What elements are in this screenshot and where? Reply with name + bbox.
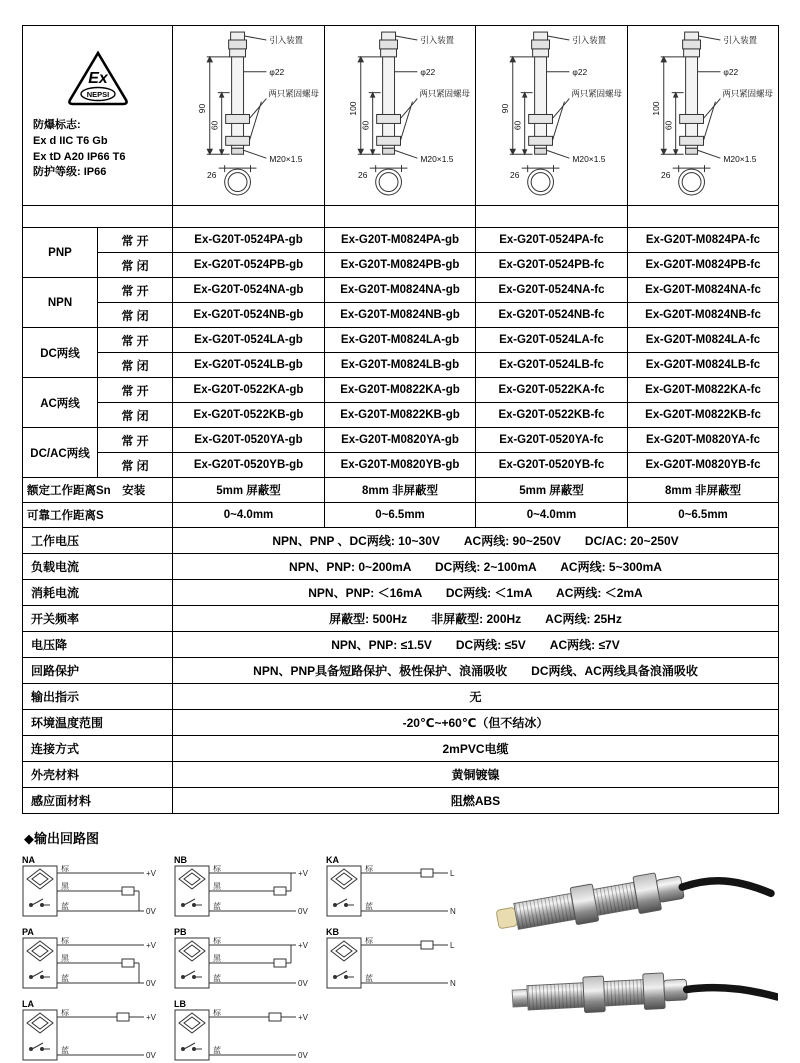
output-circuit-lb (174, 999, 322, 1063)
sensor-photo-top (494, 854, 771, 941)
model-cell: Ex-G20T-M0820YA-fc (628, 428, 779, 453)
terminal-label: 0V (298, 1051, 308, 1060)
terminal-label: +V (146, 941, 157, 950)
spec-value: NPN、PNP: 0~200mA DC两线: 2~100mA AC两线: 5~300mA (173, 554, 779, 580)
circuit-diagram (22, 865, 162, 917)
spec-label: 环境温度范围 (23, 710, 173, 736)
distance-cell: 0~4.0mm (173, 503, 325, 528)
width-dim: 26 (509, 170, 519, 181)
nuts-label: 两只紧固螺母 (722, 88, 773, 99)
circuit-name: NA (22, 855, 35, 865)
output-circuit-na (22, 855, 170, 919)
wire-label: 棕 (213, 1009, 221, 1017)
model-cell: Ex-G20T-0524PA-gb (173, 228, 325, 253)
state-label: 常 闭 (98, 253, 173, 278)
distance-cell: 5mm 屏蔽型 (476, 478, 628, 503)
total-height-dim: 90 (499, 103, 510, 114)
output-circuit-section (22, 828, 778, 1063)
model-row (23, 253, 779, 278)
wire-label: 蓝 (61, 1046, 69, 1055)
state-label: 常 闭 (98, 453, 173, 478)
terminal-label: +V (298, 1013, 309, 1022)
output-circuit-ka (326, 855, 474, 919)
terminal-label: +V (146, 869, 157, 878)
model-cell: Ex-G20T-0524LA-gb (173, 328, 325, 353)
spec-row (23, 736, 779, 762)
spec-label: 电压降 (23, 632, 173, 658)
circuit-name: KA (326, 855, 339, 865)
group-label-dcac2: DC/AC两线 (23, 428, 98, 478)
circuit-grid (22, 855, 474, 1063)
spec-row (23, 658, 779, 684)
wire-label: 棕 (61, 1009, 69, 1017)
model-cell: Ex-G20T-M0820YB-gb (325, 453, 476, 478)
wire-label: 蓝 (365, 902, 373, 911)
wire-label: 棕 (61, 937, 69, 945)
model-cell: Ex-G20T-0524NA-gb (173, 278, 325, 303)
spec-label: 负载电流 (23, 554, 173, 580)
diameter-label: φ22 (268, 66, 284, 77)
terminal-label: 0V (146, 1051, 156, 1060)
distance-cell: 0~6.5mm (628, 503, 779, 528)
model-cell: Ex-G20T-M0820YB-fc (628, 453, 779, 478)
lower-height-dim: 60 (360, 120, 371, 131)
state-label: 常 开 (98, 328, 173, 353)
model-cell: Ex-G20T-M0824LA-gb (325, 328, 476, 353)
model-cell: Ex-G20T-M0824LA-fc (628, 328, 779, 353)
explosion-line: 防护等级: IP66 (33, 166, 107, 179)
terminal-label: +V (146, 1013, 157, 1022)
inlet-label: 引入装置 (723, 34, 758, 45)
spec-value: 2mPVC电缆 (173, 736, 779, 762)
drawings-row (23, 26, 779, 206)
model-row (23, 278, 779, 303)
spec-value: 阻燃ABS (173, 788, 779, 814)
circuit-diagram (22, 937, 162, 989)
output-circuit-kb (326, 927, 474, 991)
lower-height-dim: 60 (512, 120, 523, 131)
lower-height-dim: 60 (663, 120, 674, 131)
distance-row (23, 503, 779, 528)
wire-label: 棕 (213, 865, 221, 873)
explosion-proof-cell (23, 26, 173, 206)
wire-label: 蓝 (213, 902, 221, 911)
total-height-dim: 100 (650, 101, 661, 116)
nepsi-ex-logo (66, 50, 130, 108)
spec-row (23, 632, 779, 658)
distance-cell: 8mm 非屏蔽型 (628, 478, 779, 503)
diameter-label: φ22 (723, 66, 739, 77)
circuit-name: NB (174, 855, 187, 865)
spec-row (23, 554, 779, 580)
state-label: 常 开 (98, 428, 173, 453)
nuts-label: 两只紧固螺母 (570, 88, 622, 99)
spacer-cell (23, 206, 173, 228)
circuit-name: LB (174, 999, 186, 1009)
circuit-diagram (326, 937, 466, 989)
spec-value: 黄铜镀镍 (173, 762, 779, 788)
spec-label: 工作电压 (23, 528, 173, 554)
product-photo (478, 849, 778, 1047)
explosion-line: Ex tD A20 IP66 T6 (33, 150, 126, 163)
model-cell: Ex-G20T-M0820YA-gb (325, 428, 476, 453)
wire-label: 黑 (61, 882, 69, 891)
model-cell: Ex-G20T-0522KA-gb (173, 378, 325, 403)
spec-label: 开关频率 (23, 606, 173, 632)
output-section-title: ◆输出回路图 (24, 831, 99, 846)
terminal-label: L (450, 869, 455, 878)
spec-row (23, 528, 779, 554)
distance-cell: 0~4.0mm (476, 503, 628, 528)
sensor-dimension-drawing (628, 27, 778, 204)
model-row (23, 378, 779, 403)
total-height-dim: 90 (196, 103, 207, 114)
group-label-npn: NPN (23, 278, 98, 328)
inlet-label: 引入装置 (420, 34, 455, 45)
model-cell: Ex-G20T-0520YB-gb (173, 453, 325, 478)
wire-label: 蓝 (61, 974, 69, 983)
spacer-cell (325, 206, 476, 228)
width-dim: 26 (206, 170, 216, 181)
model-row (23, 353, 779, 378)
terminal-label: N (450, 979, 456, 988)
output-circuit-pa (22, 927, 170, 991)
wire-label: 蓝 (61, 902, 69, 911)
lower-height-dim: 60 (209, 120, 220, 131)
total-height-dim: 100 (347, 101, 358, 116)
spec-value: -20℃~+60℃（但不结冰） (173, 710, 779, 736)
terminal-label: +V (298, 941, 309, 950)
diameter-label: φ22 (420, 66, 436, 77)
wire-label: 蓝 (213, 974, 221, 983)
distance-cell: 0~6.5mm (325, 503, 476, 528)
spec-value: NPN、PNP: ＜16mA DC两线: ＜1mA AC两线: ＜2mA (173, 580, 779, 606)
output-circuit-nb (174, 855, 322, 919)
terminal-label: L (450, 941, 455, 950)
model-row (23, 328, 779, 353)
model-row (23, 428, 779, 453)
terminal-label: 0V (298, 907, 308, 916)
model-row (23, 453, 779, 478)
wire-label: 棕 (61, 865, 69, 873)
wire-label: 棕 (365, 937, 373, 945)
model-cell: Ex-G20T-0522KB-fc (476, 403, 628, 428)
model-cell: Ex-G20T-0524NA-fc (476, 278, 628, 303)
model-cell: Ex-G20T-0524PB-gb (173, 253, 325, 278)
model-cell: Ex-G20T-0524LA-fc (476, 328, 628, 353)
nuts-label: 两只紧固螺母 (267, 88, 319, 99)
terminal-label: 0V (146, 907, 156, 916)
state-label: 常 开 (98, 228, 173, 253)
sensor-dimension-drawing (325, 27, 475, 204)
width-dim: 26 (358, 170, 368, 181)
spec-label: 输出指示 (23, 684, 173, 710)
sensor-dimension-drawing (174, 27, 324, 204)
spec-value: NPN、PNP具备短路保护、极性保护、浪涌吸收 DC两线、AC两线具备浪涌吸收 (173, 658, 779, 684)
model-row (23, 303, 779, 328)
spec-row (23, 762, 779, 788)
spec-value: 屏蔽型: 500Hz 非屏蔽型: 200Hz AC两线: 25Hz (173, 606, 779, 632)
circuit-diagram (326, 865, 466, 917)
nepsi-mark: NEPSI (86, 89, 109, 99)
thread-label: M20×1.5 (571, 154, 605, 165)
circuit-diagram (174, 865, 314, 917)
model-cell: Ex-G20T-M0824PB-gb (325, 253, 476, 278)
spec-value: 无 (173, 684, 779, 710)
explosion-line: Ex d IIC T6 Gb (33, 134, 108, 147)
ex-mark: Ex (87, 69, 108, 87)
spec-table (22, 25, 779, 814)
explosion-proof-text (23, 118, 126, 182)
spec-label: 连接方式 (23, 736, 173, 762)
thread-label: M20×1.5 (420, 154, 454, 165)
state-label: 常 闭 (98, 303, 173, 328)
model-cell: Ex-G20T-0520YA-fc (476, 428, 628, 453)
terminal-label: N (450, 907, 456, 916)
model-cell: Ex-G20T-0524LB-fc (476, 353, 628, 378)
spec-value: NPN、PNP 、DC两线: 10~30V AC两线: 90~250V DC/AC: 20~250V (173, 528, 779, 554)
spacer-cell (173, 206, 325, 228)
inlet-label: 引入装置 (268, 34, 303, 45)
output-circuit-la (22, 999, 170, 1063)
distance-label: 额定工作距离Sn 安装 (23, 478, 173, 503)
circuit-name: PB (174, 927, 187, 937)
model-cell: Ex-G20T-M0822KA-gb (325, 378, 476, 403)
circuit-diagram (174, 1009, 314, 1061)
circuit-name: PA (22, 927, 34, 937)
drawing-cell (476, 26, 628, 206)
thread-label: M20×1.5 (268, 154, 302, 165)
spec-row (23, 684, 779, 710)
model-cell: Ex-G20T-0520YB-fc (476, 453, 628, 478)
model-cell: Ex-G20T-0524NB-gb (173, 303, 325, 328)
wire-label: 蓝 (365, 974, 373, 983)
model-cell: Ex-G20T-M0824LB-fc (628, 353, 779, 378)
model-cell: Ex-G20T-0522KB-gb (173, 403, 325, 428)
spec-label: 感应面材料 (23, 788, 173, 814)
circuit-name: KB (326, 927, 339, 937)
model-cell: Ex-G20T-0524PA-fc (476, 228, 628, 253)
model-cell: Ex-G20T-M0824NA-gb (325, 278, 476, 303)
wire-label: 棕 (365, 865, 373, 873)
circuit-diagram (22, 1009, 162, 1061)
spec-row (23, 580, 779, 606)
wire-label: 黑 (61, 954, 69, 963)
spec-label: 消耗电流 (23, 580, 173, 606)
state-label: 常 开 (98, 378, 173, 403)
model-cell: Ex-G20T-0520YA-gb (173, 428, 325, 453)
spec-label: 外壳材料 (23, 762, 173, 788)
width-dim: 26 (661, 170, 671, 181)
wire-label: 棕 (213, 937, 221, 945)
circuit-name: LA (22, 999, 34, 1009)
distance-cell: 8mm 非屏蔽型 (325, 478, 476, 503)
model-cell: Ex-G20T-M0824PA-gb (325, 228, 476, 253)
group-label-ac2: AC两线 (23, 378, 98, 428)
model-cell: Ex-G20T-M0824PB-fc (628, 253, 779, 278)
spec-row (23, 710, 779, 736)
model-cell: Ex-G20T-M0824NB-fc (628, 303, 779, 328)
group-label-dc2: DC两线 (23, 328, 98, 378)
spacer-cell (628, 206, 779, 228)
state-label: 常 闭 (98, 353, 173, 378)
state-label: 常 闭 (98, 403, 173, 428)
explosion-line: 防爆标志: (33, 118, 81, 131)
distance-row (23, 478, 779, 503)
model-cell: Ex-G20T-M0824PA-fc (628, 228, 779, 253)
wire-label: 黑 (213, 954, 221, 963)
distance-cell: 5mm 屏蔽型 (173, 478, 325, 503)
model-cell: Ex-G20T-M0822KB-gb (325, 403, 476, 428)
terminal-label: +V (298, 869, 309, 878)
terminal-label: 0V (146, 979, 156, 988)
spacer-row (23, 206, 779, 228)
sensor-photo-bottom (512, 967, 778, 1016)
model-cell: Ex-G20T-M0822KB-fc (628, 403, 779, 428)
model-cell: Ex-G20T-M0822KA-fc (628, 378, 779, 403)
nuts-label: 两只紧固螺母 (419, 88, 470, 99)
inlet-label: 引入装置 (571, 34, 606, 45)
model-cell: Ex-G20T-0522KA-fc (476, 378, 628, 403)
model-cell: Ex-G20T-M0824NB-gb (325, 303, 476, 328)
model-cell: Ex-G20T-0524NB-fc (476, 303, 628, 328)
diameter-label: φ22 (571, 66, 587, 77)
model-cell: Ex-G20T-0524LB-gb (173, 353, 325, 378)
drawing-cell (325, 26, 476, 206)
drawing-cell (628, 26, 779, 206)
spacer-cell (476, 206, 628, 228)
wire-label: 蓝 (213, 1046, 221, 1055)
model-cell: Ex-G20T-M0824LB-gb (325, 353, 476, 378)
sensor-dimension-drawing (477, 27, 627, 204)
wire-label: 黑 (213, 882, 221, 891)
spec-value: NPN、PNP: ≤1.5V DC两线: ≤5V AC两线: ≤7V (173, 632, 779, 658)
model-row (23, 403, 779, 428)
drawing-cell (173, 26, 325, 206)
circuit-diagram (174, 937, 314, 989)
spec-row (23, 606, 779, 632)
output-circuit-pb (174, 927, 322, 991)
model-row (23, 228, 779, 253)
thread-label: M20×1.5 (723, 154, 757, 165)
group-label-pnp: PNP (23, 228, 98, 278)
terminal-label: 0V (298, 979, 308, 988)
state-label: 常 开 (98, 278, 173, 303)
model-cell: Ex-G20T-0524PB-fc (476, 253, 628, 278)
distance-label: 可靠工作距离S (23, 503, 173, 528)
model-cell: Ex-G20T-M0824NA-fc (628, 278, 779, 303)
spec-row (23, 788, 779, 814)
spec-label: 回路保护 (23, 658, 173, 684)
